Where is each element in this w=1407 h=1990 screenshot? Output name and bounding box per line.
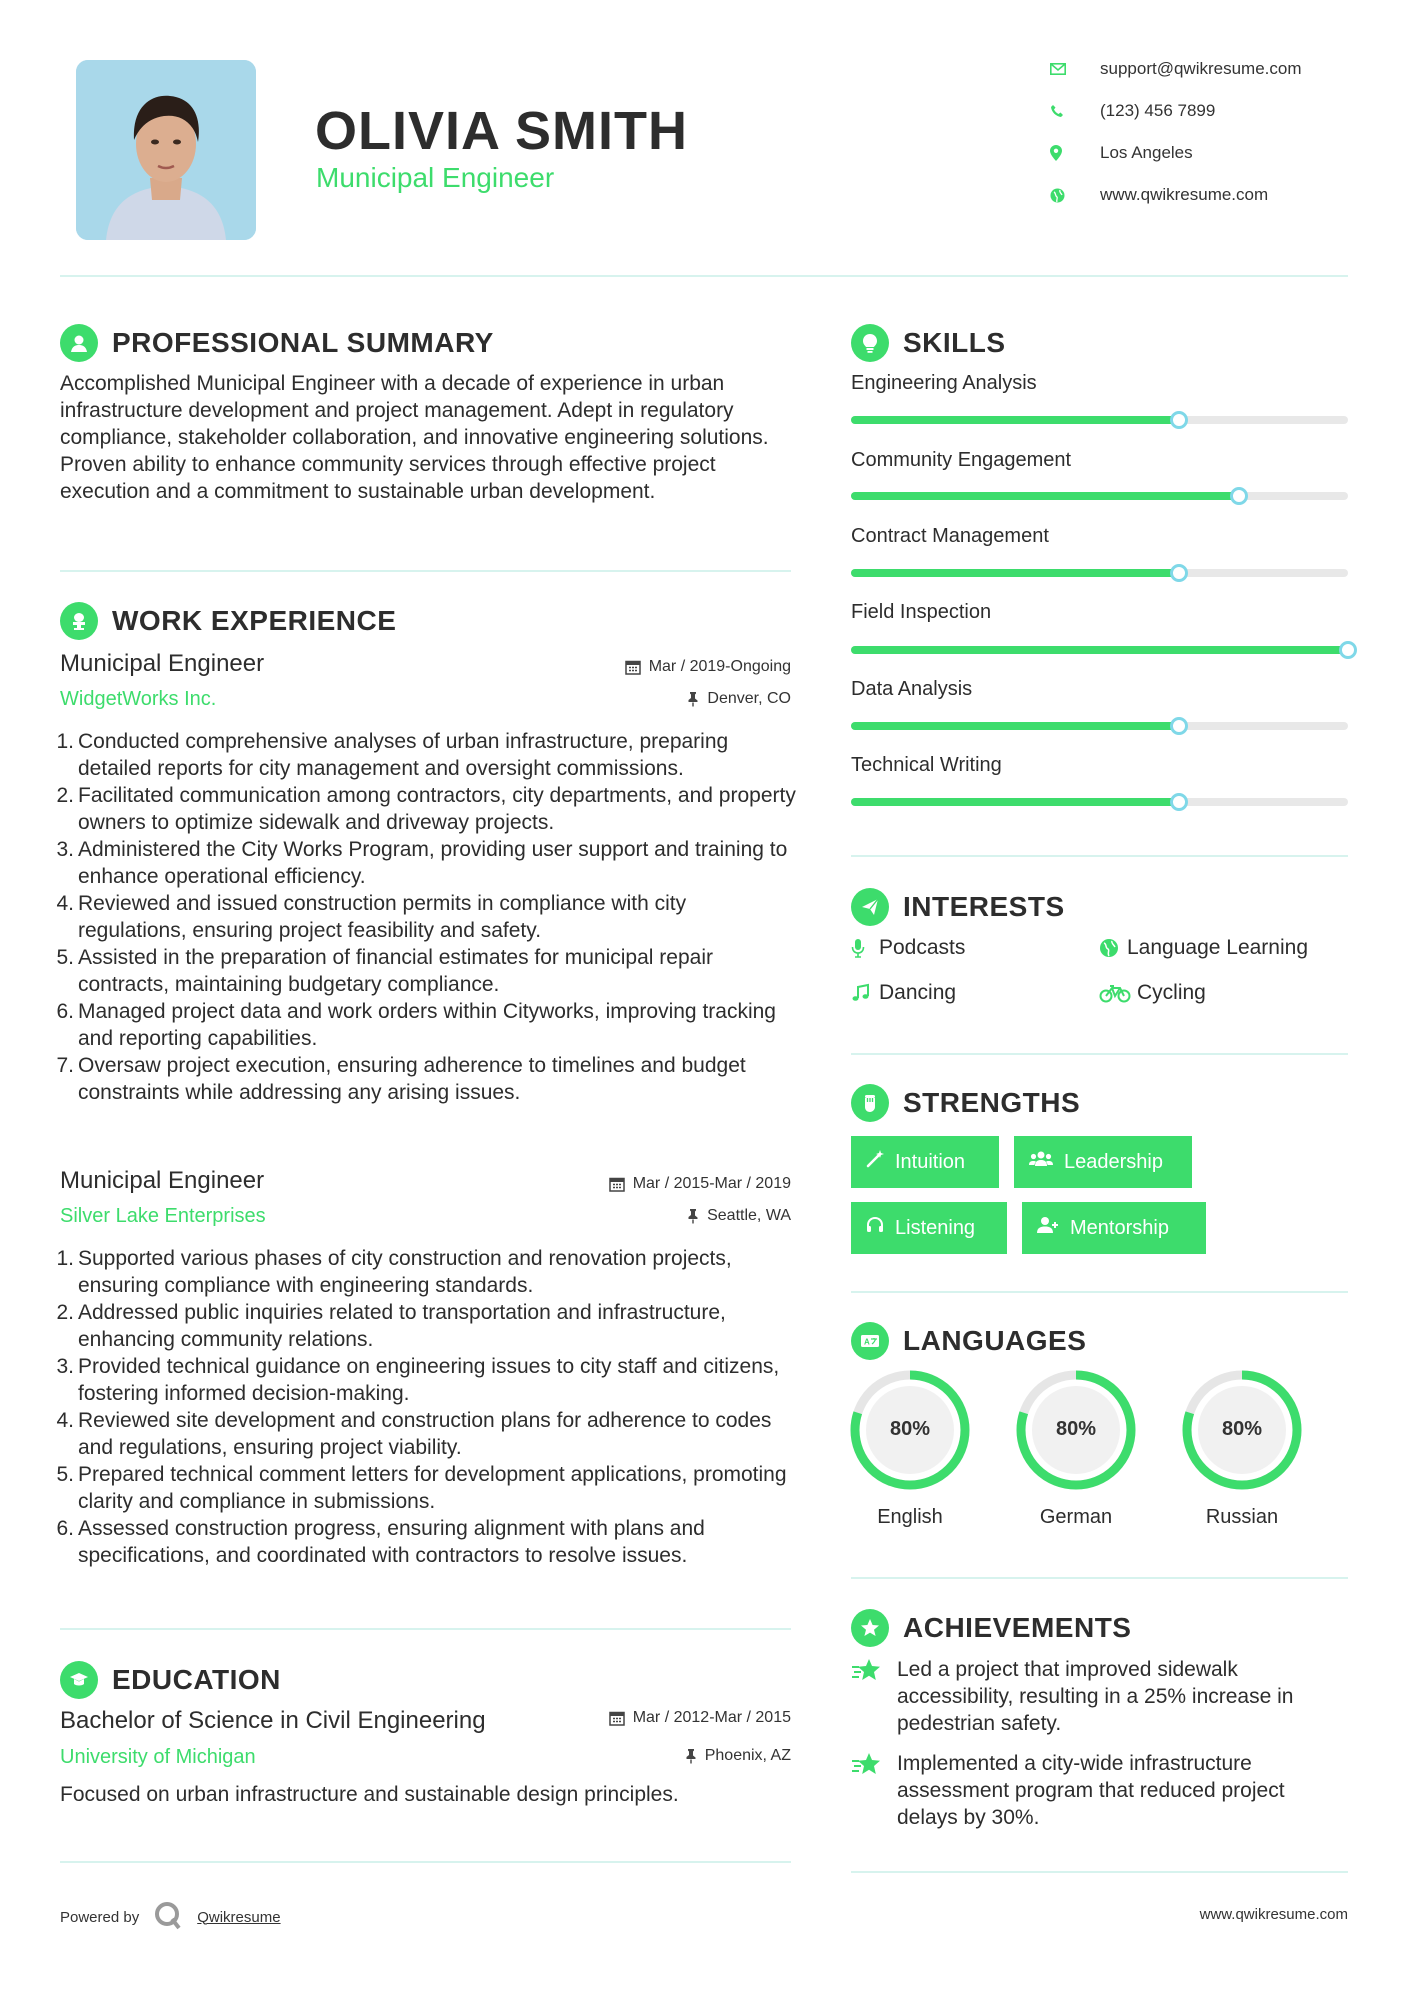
- skill-bar-knob[interactable]: [1170, 411, 1188, 429]
- divider: [851, 1291, 1348, 1293]
- contact-phone-text: (123) 456 7899: [1100, 101, 1216, 120]
- skill-bar-knob[interactable]: [1170, 717, 1188, 735]
- header-divider: [60, 275, 1348, 277]
- interests-heading-text: INTERESTS: [903, 891, 1065, 922]
- work-heading-text: WORK EXPERIENCE: [112, 605, 397, 636]
- list-item: 5. Assisted in the preparation of financial estimates for municipal repair contracts, maintaining budgetary compliance.: [56, 946, 713, 996]
- strength-label: Leadership: [1064, 1150, 1163, 1173]
- language-percent: 80%: [1221, 1418, 1263, 1440]
- pushpin-icon: [687, 1208, 699, 1224]
- education-date: [609, 1709, 791, 1727]
- contact-email-text: support@qwikresume.com: [1100, 59, 1302, 78]
- list-item: 4. Reviewed site development and construction plans for adherence to codes and regulations, ensuring project viability.: [56, 1409, 772, 1459]
- skill-bar: [851, 722, 1348, 730]
- interest-label: Dancing: [879, 981, 957, 1004]
- job-location: [687, 1207, 791, 1225]
- divider: [60, 1861, 791, 1863]
- job-location: [687, 690, 791, 708]
- list-item: 7. Oversaw project execution, ensuring adherence to timelines and budget constraints while addressing any arising issues.: [56, 1054, 746, 1104]
- star-badge-icon: [851, 1609, 889, 1647]
- degree-title: Bachelor of Science in Civil Engineering: [60, 1707, 486, 1734]
- skill-bar-knob[interactable]: [1230, 487, 1248, 505]
- language-name: German: [1039, 1506, 1113, 1528]
- interest-label: Language Learning: [1127, 936, 1309, 959]
- summary-heading: [60, 324, 494, 362]
- list-item: 4. Reviewed and issued construction permits in compliance with city regulations, ensuring project feasibility and safety.: [56, 892, 687, 942]
- pushpin-icon: [685, 1748, 697, 1764]
- interest-item: [851, 981, 956, 1005]
- interest-label: Podcasts: [879, 936, 966, 959]
- pushpin-icon: [687, 691, 699, 707]
- contact-email[interactable]: [1050, 57, 1380, 81]
- lightbulb-icon: [851, 324, 889, 362]
- strengths-heading-text: STRENGTHS: [903, 1087, 1081, 1118]
- strength-label: Listening: [895, 1216, 976, 1239]
- skill-bar-fill: [851, 492, 1239, 500]
- footer-powered-by: [60, 1900, 281, 1934]
- interest-item: [1099, 936, 1308, 960]
- list-item: 6. Assessed construction progress, ensuring alignment with plans and specifications, and coordinated with contractors to resolve issues.: [56, 1517, 705, 1567]
- job-title: Municipal Engineer: [60, 1167, 265, 1194]
- skill-bar-fill: [851, 646, 1348, 654]
- skills-heading: [851, 324, 1006, 362]
- skill-bar: [851, 416, 1348, 424]
- job-location-text: Seattle, WA: [707, 1207, 791, 1224]
- globe-icon: [1099, 938, 1127, 958]
- location-pin-icon: [1050, 145, 1082, 161]
- education-location-text: Phoenix, AZ: [704, 1747, 791, 1764]
- envelope-icon: [1050, 63, 1082, 75]
- skill-name: Community Engagement: [851, 449, 1072, 471]
- phone-icon: [1050, 104, 1082, 118]
- music-note-icon: [851, 983, 879, 1003]
- divider: [851, 1871, 1348, 1873]
- contact-location-text: Los Angeles: [1100, 143, 1193, 162]
- language-name: English: [877, 1506, 943, 1528]
- bicycle-icon: [1099, 983, 1137, 1003]
- skill-bar: [851, 646, 1348, 654]
- divider: [851, 1053, 1348, 1055]
- trophy-star-icon: [851, 1750, 883, 1831]
- candidate-title: Municipal Engineer: [316, 162, 555, 193]
- footer-website-link[interactable]: www.qwikresume.com: [1199, 1906, 1348, 1923]
- profile-photo: [76, 60, 256, 240]
- skill-bar-fill: [851, 722, 1179, 730]
- powered-by-text: Powered by: [60, 1908, 140, 1926]
- skill-name: Technical Writing: [851, 754, 1002, 776]
- divider: [851, 855, 1348, 857]
- calendar-icon: [625, 659, 641, 675]
- achievements-heading-text: ACHIEVEMENTS: [903, 1612, 1132, 1643]
- list-item: 1. Supported various phases of city construction and renovation projects, ensuring compliance with engineering standards.: [56, 1247, 732, 1297]
- list-item: 6. Managed project data and work orders within Cityworks, improving tracking and reporting capabilities.: [56, 1000, 776, 1050]
- skill-bar-knob[interactable]: [1170, 564, 1188, 582]
- user-circle-icon: [60, 324, 98, 362]
- svg-text:A: A: [864, 1337, 870, 1347]
- trophy-star-icon: [851, 1656, 883, 1737]
- summary-text: Accomplished Municipal Engineer with a decade of experience in urban infrastructure development and project management. Adept in regulatory compliance, stakeholder collaboration, and innovative engineering solutions. Proven ability to enhance community services through effective project execution and a commitment to sustainable urban development.: [60, 372, 769, 503]
- list-item: 2. Addressed public inquiries related to transportation and infrastructure, enhancing community relations.: [56, 1301, 726, 1351]
- job-bullets: [56, 1245, 800, 1569]
- summary-heading-text: PROFESSIONAL SUMMARY: [112, 327, 494, 358]
- education-date-text: Mar / 2012-Mar / 2015: [632, 1709, 791, 1726]
- fist-icon: [851, 1084, 889, 1122]
- calendar-icon: [609, 1710, 625, 1726]
- skills-heading-text: SKILLS: [903, 327, 1006, 358]
- interests-heading: [851, 888, 1065, 926]
- job-company: Silver Lake Enterprises: [60, 1205, 266, 1227]
- magic-wand-icon: [865, 1149, 885, 1175]
- strength-tag: [851, 1136, 999, 1188]
- interest-item: [851, 936, 965, 960]
- skill-name: Engineering Analysis: [851, 372, 1037, 394]
- globe-icon: [1050, 188, 1082, 203]
- achievement-text: Implemented a city-wide infrastructure assessment program that reduced project delays by 30%.: [897, 1752, 1285, 1829]
- contact-location: [1050, 141, 1380, 165]
- strengths-heading: [851, 1084, 1080, 1122]
- achievement-item: [851, 1656, 1351, 1737]
- calendar-icon: [609, 1176, 625, 1192]
- interest-label: Cycling: [1137, 981, 1206, 1004]
- language-icon: [851, 1322, 889, 1360]
- strength-tag: [1022, 1202, 1206, 1254]
- skill-bar: [851, 569, 1348, 577]
- school-name: University of Michigan: [60, 1746, 256, 1768]
- interest-item: [1099, 981, 1206, 1005]
- languages-heading-text: LANGUAGES: [903, 1325, 1087, 1356]
- job-date: [609, 1175, 791, 1193]
- skill-name: Field Inspection: [851, 601, 992, 623]
- job-location-text: Denver, CO: [707, 690, 791, 707]
- strength-tag: [1014, 1136, 1192, 1188]
- briefcase-icon: [60, 602, 98, 640]
- strength-label: Intuition: [895, 1150, 966, 1173]
- education-heading-text: EDUCATION: [112, 1664, 281, 1695]
- headphones-icon: [865, 1215, 885, 1241]
- job-date: [625, 658, 791, 676]
- achievement-item: [851, 1750, 1351, 1831]
- skill-bar: [851, 798, 1348, 806]
- list-item: 2. Facilitated communication among contractors, city departments, and property owners to optimize sidewalk and driveway projects.: [56, 784, 796, 834]
- language-name: Russian: [1205, 1506, 1279, 1528]
- divider: [851, 1577, 1348, 1579]
- list-item: 3. Provided technical guidance on engineering issues to city staff and citizens, fostering informed decision-making.: [56, 1355, 780, 1405]
- language-percent: 80%: [1055, 1418, 1097, 1440]
- languages-heading: [851, 1322, 1086, 1360]
- job-date-text: Mar / 2015-Mar / 2019: [632, 1175, 791, 1192]
- list-item: 3. Administered the City Works Program, providing user support and training to enhance operational efficiency.: [56, 838, 788, 888]
- job-date-text: Mar / 2019-Ongoing: [648, 658, 791, 675]
- work-heading: [60, 602, 396, 640]
- paper-plane-icon: [851, 888, 889, 926]
- graduation-icon: [60, 1661, 98, 1699]
- skill-bar: [851, 492, 1348, 500]
- divider: [60, 570, 791, 572]
- list-item: 5. Prepared technical comment letters for development applications, promoting clarity and compliance in submissions.: [56, 1463, 787, 1513]
- qwikresume-link[interactable]: Qwikresume: [197, 1908, 281, 1926]
- job-bullets: [56, 728, 800, 1106]
- job-title: Municipal Engineer: [60, 650, 265, 677]
- skill-name: Data Analysis: [851, 678, 973, 700]
- language-percent: 80%: [889, 1418, 931, 1440]
- contact-phone[interactable]: [1050, 99, 1380, 123]
- achievements-heading: [851, 1609, 1131, 1647]
- skill-bar-fill: [851, 416, 1179, 424]
- microphone-icon: [851, 938, 879, 958]
- user-plus-icon: [1036, 1215, 1060, 1241]
- skill-bar-knob[interactable]: [1339, 641, 1357, 659]
- skill-bar-knob[interactable]: [1170, 793, 1188, 811]
- education-heading: [60, 1661, 281, 1699]
- qwikresume-logo-icon: [153, 1900, 183, 1934]
- candidate-name: OLIVIA SMITH: [315, 101, 688, 161]
- skill-bar-fill: [851, 569, 1179, 577]
- achievement-text: Led a project that improved sidewalk accessibility, resulting in a 25% increase in pedestrian safety.: [897, 1658, 1294, 1735]
- education-location: [685, 1747, 791, 1765]
- divider: [60, 1628, 791, 1630]
- list-item: 1. Conducted comprehensive analyses of urban infrastructure, preparing detailed reports for city management and oversight commissions.: [56, 730, 729, 780]
- contact-website-text: www.qwikresume.com: [1100, 185, 1269, 204]
- education-description: Focused on urban infrastructure and sustainable design principles.: [60, 1783, 679, 1806]
- users-icon: [1028, 1149, 1054, 1175]
- job-company: WidgetWorks Inc.: [60, 688, 217, 710]
- strength-label: Mentorship: [1070, 1216, 1169, 1239]
- contact-website[interactable]: [1050, 183, 1380, 207]
- skill-bar-fill: [851, 798, 1179, 806]
- skill-name: Contract Management: [851, 525, 1049, 547]
- strength-tag: [851, 1202, 1007, 1254]
